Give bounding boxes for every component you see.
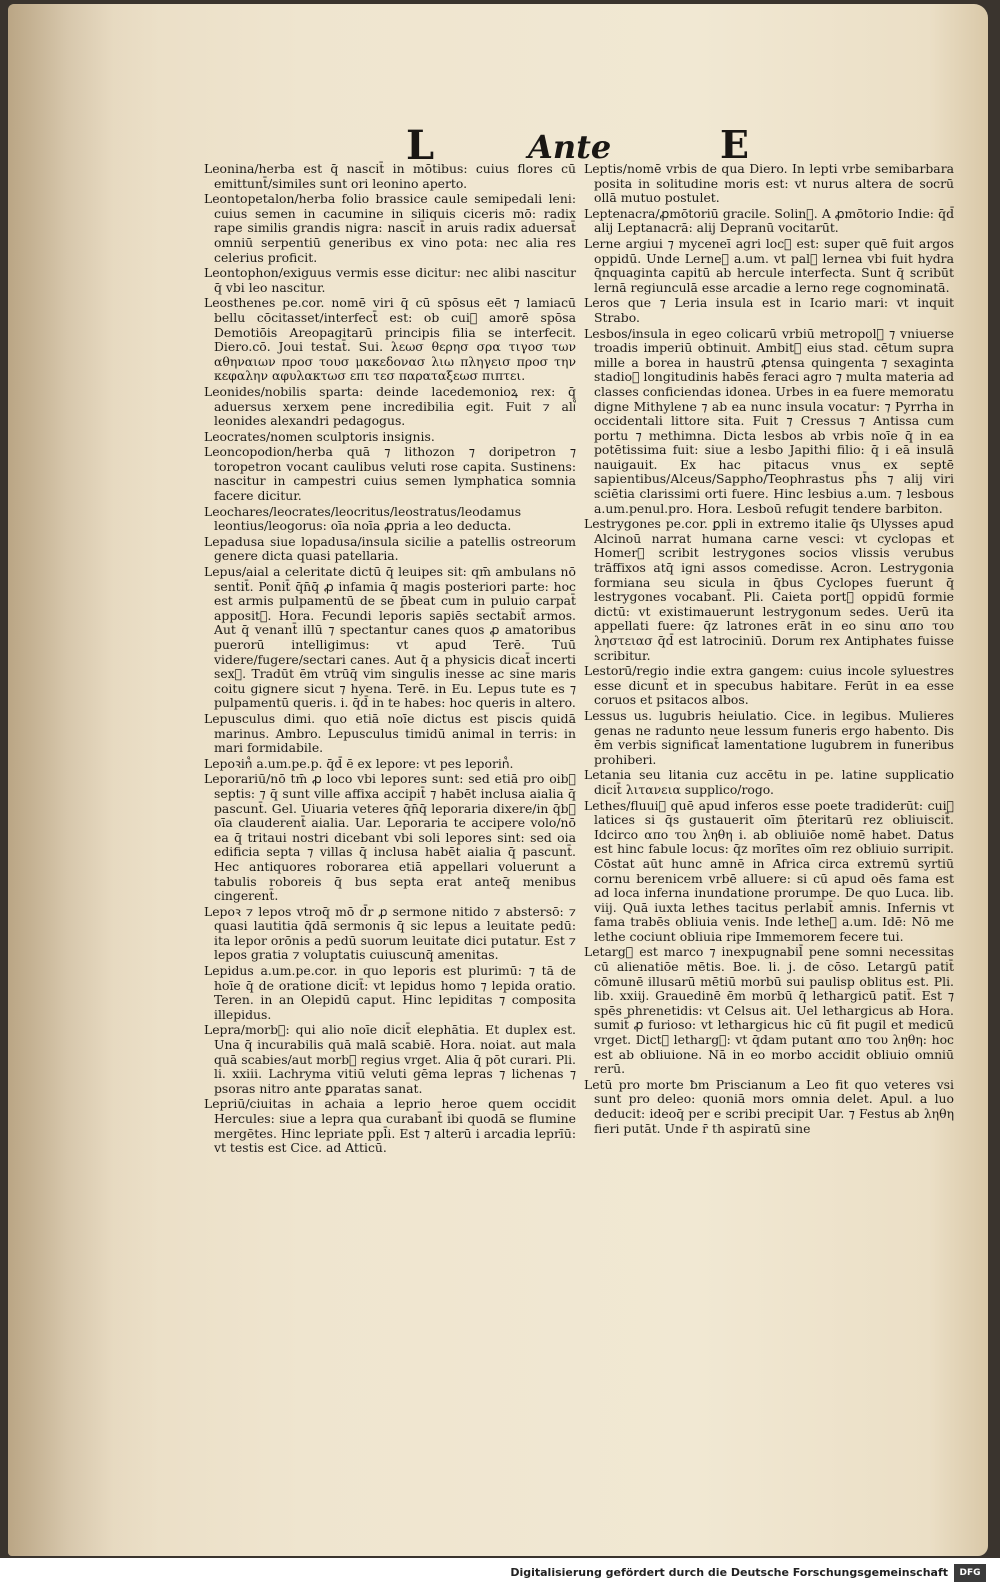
dfg-logo-icon: DFG (954, 1564, 986, 1582)
dictionary-entry: Lestorū/regio indie extra gangem: cuius incole syluestres esse dicunt̄ et in specubus habitare. Ferūt in ea esse coruos et psitacos albos. (584, 663, 954, 708)
dictionary-entry: Leontopetalon/herba folio brassice caule semipedali leni: cuius semen in cacumine in siliquis ciceris mō: radix rape similis grandis nigra: nascit̄ in aruis radix aduersat̄ omniū serpentiū generibus ex vino pota: nec alia res celerius proficit. (204, 191, 576, 265)
header-word: Ante (528, 128, 612, 166)
footer-bar (0, 1558, 1000, 1590)
page-gutter-shadow (8, 4, 158, 1556)
dictionary-entry: Leonina/herba est q̄ nascit̄ in mōtibus: cuius flores cū emittunt̄/similes sunt ori leonino aperto. (204, 161, 576, 191)
header-letter-left: L (406, 122, 435, 169)
header-letter-right: E (720, 122, 749, 167)
dictionary-entry: Leporariū/nō tm̄ ꝓ loco vbi lepores sunt: sed etiā pro oib᷒ septis: ⁊ q̄ sunt ville affixa accipit̄ ⁊ habēt inclusa aialia q̄ pascunt̄. Gel. Uiuaria veteres q̄n̄q̄ leporaria dixere/in q̄b᷒ oīa clauderent̄ aialia. Uar. Leporaria te accipere volo/nō ea q̄ tritaui nostri dicebant vbi soli lepores sint: sed oia edificia septa ⁊ villas q̄ inclusa habēt aialia q̄ pascunt̄. Hec antiquores roborarea etiā appellari voluerunt a tabulis roboreis q̄ bus septa erat anteq̄ menibus cingerent̄. (204, 771, 576, 904)
dictionary-entry: Lepadusa siue lopadusa/insula sicilie a patellis ostreorum genere dicta quasi patellaria. (204, 533, 576, 564)
dictionary-entry: Leptenacra/ꝓmōtoriū gracile. Solin᷒. A ꝓmōtorio Indie: q̄d̄ alij Leptanacrā: alij Depranū vocitarūt. (584, 205, 954, 236)
dictionary-entry: Leros que ⁊ Leria insula est in Icario mari: vt inquit Strabo. (584, 295, 954, 325)
dictionary-entry: Lepoꝛ ⁊ lepos vtroq̄ mō d̄r ꝓ sermone nitido ⁊ abstersō: ⁊ quasi lautitia q̄dā sermonis q̄ sic lepus a leuitate pedū: ita lepor orōnis a pedū suorum leuitate dici putatur. Est ⁊ lepos gratia ⁊ voluptatis cuiuscunq̄ amenitas. (204, 903, 576, 963)
dictionary-entry: Lesbos/insula in egeo colicarū vrbiū metropol᷒ ⁊ vniuerse troadis imperiū obtinuit. Ambit᷒ eius stad. cētum supra mille a borea in haustrū ꝓtensa quingenta ⁊ sexaginta stadioꝝ longitudinis habēs feraci agro ⁊ multa materia ad classes conficiendas idonea. Urbes in ea fuere memoratu digne Mithylene ⁊ ab ea nunc insula vocatur: ⁊ Pyrrha in occidentali littore sita. Fuit ⁊ Cressus ⁊ Antissa cum portu ⁊ methimna. Dicta lesbos ab vrbis noīe q̄ in ea potētissima fuit: siue a lesbo Japithi filio: q̄ i eā insulā nauigauit. Ex hac pitacus vnus ex septē sapientibus/Alceus/Sappho/Teophrastus ph̄s ⁊ alij viri sciētia clarissimi orti fuere. Hinc lesbius a.um. ⁊ lesbous a.um.penul.pro. Hora. Lesboū refugit tendere barbiton. (584, 325, 954, 516)
dictionary-entry: Lepidus a.um.pe.cor. in quo leporis est plurimū: ⁊ tā de hoīe q̄ de oratione dicit̄: vt lepidus homo ⁊ lepida oratio. Teren. in an Olepidū caput. Hinc lepiditas ⁊ composita illepidus. (204, 963, 576, 1022)
dictionary-entry: Letū pro morte ƀm Priscianum a Leo fit quo veteres vsi sunt pro deleo: quoniā mors omnia delet. Apul. a luo deducit: ideoq̄ per e scribi precipit Uar. ⁊ Festus ab ληθη fieri putāt. Unde r̄ th aspiratū sine (584, 1076, 954, 1136)
dictionary-entry: Lethes/fluui᷒ quē apud inferos esse poete tradiderūt: cui᷒ latices si q̄s gustauerit oīm p̄teritarū rez obliuiscit̄. Idcirco απο του ληθη i. ab obliuiōe nomē habet. Datus est hinc fabule locus: q̄z morītes oīm rez obliuio surripit. Cōstat aūt hunc amnē in Africa circa extremū syrtiū cornu berenicem vrbē alluere: si cū apud oēs fama est ad loca inferna inundatione prorumpe. De quo Luca. lib. viij. Quā iuxta lethes tacitus perlabit̄ amnis. Infernis vt fama trabēs obliuia venis. Inde lethe᷒ a.um. Idē: Nō me lethe cociunt obliuia ripe Immemorem fecere tui. (584, 797, 954, 944)
dictionary-entry: Leontophon/exiguus vermis esse dicitur: nec alibi nascitur q̄ vbi leo nascitur. (204, 265, 576, 295)
dictionary-entry: Lepusculus dimi. quo etiā noīe dictus est piscis quidā marinus. Ambro. Lepusculus timidū animal in terris: in mari formidabile. (204, 710, 576, 756)
dictionary-entry: Lepoꝛin᷒ a.um.pe.p. q̄d̄ ē ex lepore: vt pes leporin᷒. (204, 755, 514, 771)
dictionary-entry: Lepriū/ciuitas in achaia a leprio heroe quem occidit Hercules: siue a lepra qua curabant̄ ibi quodā se flumine mergētes. Hinc lepriate ppl̄i. Est ⁊ alterū i arcadia leprīū: vt testis est Cice. ad Atticū. (204, 1096, 576, 1156)
dictionary-entry: Leoncopodion/herba quā ⁊ lithozon ⁊ doripetron ⁊ toropetron vocant caulibus veluti rose capita. Sustinens: nascitur in campestri cuius semen lymphatica somnia facere dicitur. (204, 444, 576, 504)
right-text-column (584, 162, 954, 1137)
dictionary-entry: Lerne argiui ⁊ myceneī agri loc᷒ est: super quē fuit argos oppidū. Unde Lerne᷒ a.um. vt pal᷒ lernea vbi fuit hydra q̄nquaginta capitū ab hercule interfecta. Sunt q̄ scribūt lernā regiunculā esse arcadie a lerno rege cognominatā. (584, 235, 954, 295)
dictionary-entry: Lessus us. lugubris heiulatio. Cice. in legibus. Mulieres genas ne radunto neue lessum funeris ergo habento. Dis ēm verbis significat̄ lamentatione lugubrem in funeribus prohiberi. (584, 707, 954, 767)
dictionary-entry: Leosthenes pe.cor. nomē viri q̄ cū spōsus eēt ⁊ lamiacū bellu cōcitasset/interfect̄ est: ob cui᷒ amorē spōsa Demotiōis Areopagitarū principis filia se interfecit. Diero.cō. Joui testat̄. Sui. λεωσ θερησ σρα τιγοσ των αθηναιων προσ τουσ μακεδονασ λιω πληγεισ προσ την κεφαλην αφυλακτωσ επι τεσ παραταξεωσ πιπτει. (204, 295, 576, 384)
dictionary-entry: Leptis/nomē vrbis de qua Diero. In lepti vrbe semibarbara posita in solitudine moris est: vt nurus altera de socrū ollā mutuo postulet. (584, 161, 954, 206)
dictionary-entry: Leonides/nobilis sparta: deinde lacedemonioꝝ rex: q̄ aduersus xerxem pene incredibilia egit. Fuit ⁊ ali᷒ leonides alexandri pedagogus. (204, 383, 576, 429)
dictionary-entry: Letarg᷒ est marco ⁊ inexpugnabil̄ pene somni necessitas cū alienatiōe mētis. Boe. li. j. de cōso. Letargū patit̄ cōmunē illusarū mētiū morbū sui paulisp oblitus est. Pli. lib. xxiij. Grauedinē ēm morbū q̄ lethargicū patit̄. Est ⁊ spēs phrenetidis: vt Celsus ait. Uel lethargicus ab Hora. sumit̄ ꝓ furioso: vt lethargicus hic cū fit pugil et medicū vrget. Dict᷒ letharg᷒: vt q̄dam putant απο του ληθη: hoc est ab obliuione. Nā in eo morbo accidit obliuio omniū rerū. (584, 944, 954, 1077)
dictionary-entry: Lepus/aial a celeritate dictū q̄ leuipes sit: qm̄ ambulans nō sentit̄. Ponit̄ q̄n̄q̄ ꝓ infamia q̄ magis posteriori parte: hoc est armis pulpamentū de se p̄beat cum in puluio carpat̄ apposit᷒. Hora. Fecundi leporis sapiēs sectabit̄ armos. Aut q̄ venant̄ illū ⁊ spectantur canes quos ꝓ amatoribus puerorū intelligimus: vt apud Terē. Tuū videre/fugere/sectari canes. Aut q̄ a physicis dicat̄ incerti sex᷒. Tradūt ēm vtrūq̄ vim singulis inesse ac sine maris coitu gignere sicut ⁊ hyena. Terē. in Eu. Lepus tute es ⁊ pulpamentū queris. i. q̄d̄ in te habes: hoc queris in altero. (204, 564, 576, 711)
left-text-column (204, 162, 576, 1157)
dictionary-entry: Lestrygones pe.cor. ꝑpli in extremo italie q̄s Ulysses apud Alcinoū narrat humana carne vesci: vt cyclopas et Homer᷒ scribit lestrygones socios vlissis verubus trāffixos atq̄ igni assos comedisse. Acron. Lestrygonia formiana seu sicula in q̄bus Cyclopes fuerunt q̄ lestrygones vocabant̄. Pli. Caieta port᷒ oppidū formie dictū: vt existimauerunt lestrygonum sedes. Uerū ita appellati fuere: q̄z latrones erāt in eo sinu απο του ληστειασ q̄d̄ est latrociniū. Dorum rex Antiphates fuisse scribitur. (584, 516, 954, 663)
dictionary-entry: Leochares/leocrates/leocritus/leostratus/leodamus leontius/leogorus: oīa noīa ꝓpria a leo deducta. (204, 503, 522, 534)
dictionary-entry: Letania seu litania cuz accētu in pe. latine supplicatio dicit̄ λιτανεια supplico/rogo. (584, 767, 954, 797)
dictionary-entry: Leocrates/nomen sculptoris insignis. (204, 428, 435, 444)
funding-credit: Digitalisierung gefördert durch die Deutsche Forschungsgemeinschaft (510, 1566, 948, 1579)
dictionary-entry: Lepra/morb᷒: qui alio noīe dicit̄ elephātia. Et duplex est. Una q̄ incurabilis quā malā scabiē. Hora. noiat. aut mala quā scabies/aut morb᷒ regius vrget. Alia q̄ pōt curari. Pli. li. xxiii. Lachryma vitiū veluti gēma lepras ⁊ lichenas ⁊ psoras nitro ante ꝑparatas sanat. (204, 1022, 576, 1096)
